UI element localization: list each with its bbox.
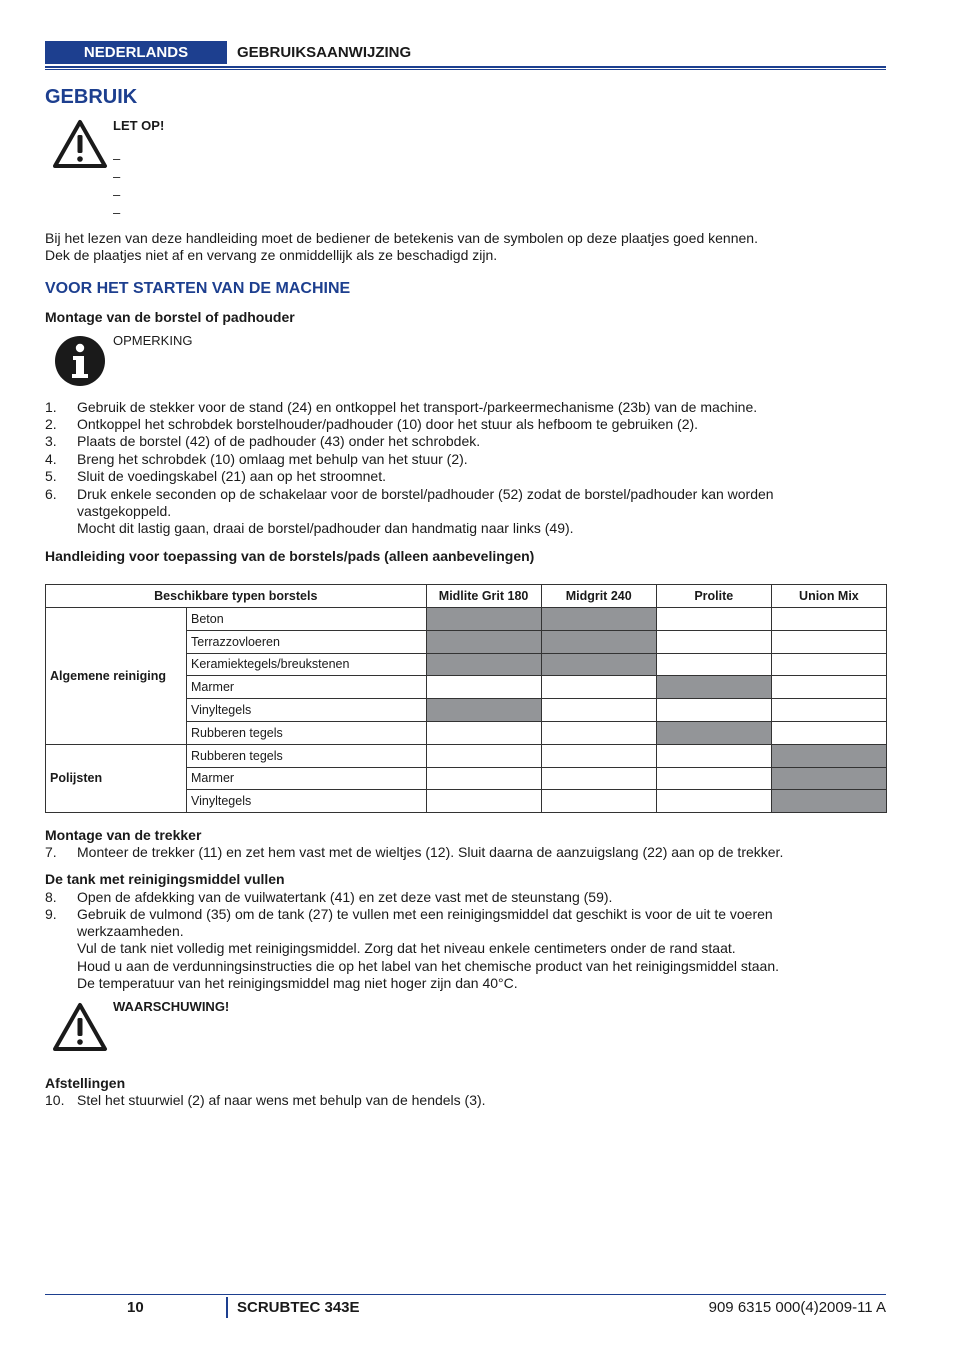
step-text-continued: Mocht dit lastig gaan, draai de borstel/padhouder dan handmatig naar links (49). [77,520,574,536]
step-text: Open de afdekking van de vuilwatertank (41) en zet deze vast met de steunstang (59). [77,889,613,905]
step-text: Breng het schrobdek (10) omlaag met behulp van het stuur (2). [77,451,468,467]
step-text: Stel het stuurwiel (2) af naar wens met behulp van de hendels (3). [77,1092,486,1108]
step-number: 8. [45,889,57,905]
empty-cell [656,744,771,767]
step-number: 2. [45,416,57,432]
column-header: Beschikbare typen borstels [46,585,427,608]
empty-cell [656,608,771,631]
step-number: 1. [45,399,57,415]
header-rule-thin [45,69,886,70]
step-text-continued: Houd u aan de verdunningsinstructies die op het label van het chemische product van het reinigingsmiddel staan. [77,958,779,974]
document-number: 909 6315 000(4)2009-11 A [708,1299,886,1316]
attention-dash: – [113,151,121,166]
empty-cell [771,676,886,699]
column-header: Union Mix [771,585,886,608]
attention-label: LET OP! [113,118,165,133]
column-header: Midlite Grit 180 [426,585,541,608]
recommended-cell [541,653,656,676]
surface-label: Vinyltegels [187,790,427,813]
step-text-continued: De temperatuur van het reinigingsmiddel mag niet hoger zijn dan 40°C. [77,975,518,991]
step-text-continued: vastgekoppeld. [77,503,172,519]
empty-cell [426,676,541,699]
empty-cell [541,767,656,790]
surface-label: Marmer [187,767,427,790]
empty-cell [656,699,771,722]
recommended-cell [656,676,771,699]
subsection-title: VOOR HET STARTEN VAN DE MACHINE [45,280,351,297]
empty-cell [426,744,541,767]
fill-tank-title: De tank met reinigingsmiddel vullen [45,871,285,887]
empty-cell [771,721,886,744]
group-label: Algemene reiniging [46,608,187,745]
step-text: Plaats de borstel (42) of de padhouder (43) onder het schrobdek. [77,433,481,449]
column-header: Midgrit 240 [541,585,656,608]
step-number: 9. [45,906,57,922]
section-title: GEBRUIK [45,86,138,108]
step-text: Ontkoppel het schrobdek borstelhouder/padhouder (10) door het stuur als hefboom te gebruiken (2). [77,416,699,432]
column-header: Prolite [656,585,771,608]
table-row [46,608,887,631]
info-icon [54,335,106,387]
intro-line: Dek de plaatjes niet af en vervang ze onmiddellijk als ze beschadigd zijn. [45,247,498,263]
empty-cell [771,653,886,676]
step-text: Gebruik de stekker voor de stand (24) en ontkoppel het transport-/parkeermechanisme (23b) van de machine. [77,399,758,415]
empty-cell [656,767,771,790]
empty-cell [771,630,886,653]
recommended-cell [426,699,541,722]
empty-cell [426,721,541,744]
recommended-cell [771,744,886,767]
attention-dash: – [113,205,121,220]
header-rule [45,66,886,68]
empty-cell [656,653,771,676]
recommended-cell [541,630,656,653]
table-header-row [46,585,887,608]
surface-label: Rubberen tegels [187,744,427,767]
mount-trekker-title: Montage van de trekker [45,827,202,843]
step-text-continued: werkzaamheden. [77,923,184,939]
warning-icon [52,118,108,170]
intro-line: Bij het lezen van deze handleiding moet de bediener de betekenis van de symbolen op deze plaatjes goed kennen. [45,230,758,246]
surface-label: Vinyltegels [187,699,427,722]
recommended-cell [426,630,541,653]
recommended-cell [426,653,541,676]
page-number: 10 [127,1299,144,1316]
step-text: Druk enkele seconden op de schakelaar voor de borstel/padhouder (52) zodat de borstel/padhouder kan worden [77,486,774,502]
footer-divider [226,1297,228,1318]
empty-cell [541,699,656,722]
empty-cell [656,790,771,813]
table-row [46,744,887,767]
mount-brush-title: Montage van de borstel of padhouder [45,309,295,325]
attention-dash: – [113,169,121,184]
adjust-title: Afstellingen [45,1075,126,1091]
surface-label: Terrazzovloeren [187,630,427,653]
brush-table [45,584,887,813]
surface-label: Rubberen tegels [187,721,427,744]
step-number: 6. [45,486,57,502]
document-type: GEBRUIKSAANWIJZING [237,44,412,61]
empty-cell [656,630,771,653]
empty-cell [771,699,886,722]
empty-cell [541,790,656,813]
surface-label: Marmer [187,676,427,699]
model-name: SCRUBTEC 343E [237,1299,360,1316]
step-number: 4. [45,451,57,467]
step-number: 5. [45,468,57,484]
step-text: Monteer de trekker (11) en zet hem vast met de wieltjes (12). Sluit daarna de aanzuigslang (22) aan op de trekker. [77,844,784,860]
surface-label: Beton [187,608,427,631]
warning-icon [52,1001,108,1053]
footer-rule [45,1294,886,1295]
step-number: 7. [45,844,57,860]
table-title: Handleiding voor toepassing van de borstels/pads (alleen aanbevelingen) [45,548,535,564]
step-text: Gebruik de vulmond (35) om de tank (27) te vullen met een reinigingsmiddel dat geschikt is voor de uit te voeren [77,906,773,922]
group-label: Polijsten [46,744,187,812]
language-tab: NEDERLANDS [45,41,227,64]
note-label: OPMERKING [113,333,193,348]
warning-label: WAARSCHUWING! [113,999,230,1014]
attention-dash: – [113,187,121,202]
step-number: 3. [45,433,57,449]
empty-cell [426,767,541,790]
recommended-cell [426,608,541,631]
empty-cell [426,790,541,813]
step-text: Sluit de voedingskabel (21) aan op het stroomnet. [77,468,386,484]
empty-cell [771,608,886,631]
step-number: 10. [45,1092,65,1108]
empty-cell [541,676,656,699]
recommended-cell [771,767,886,790]
step-text-continued: Vul de tank niet volledig met reinigingsmiddel. Zorg dat het niveau enkele centimeters onder de rand staat. [77,940,736,956]
recommended-cell [771,790,886,813]
recommended-cell [656,721,771,744]
empty-cell [541,721,656,744]
recommended-cell [541,608,656,631]
empty-cell [541,744,656,767]
surface-label: Keramiektegels/breukstenen [187,653,427,676]
